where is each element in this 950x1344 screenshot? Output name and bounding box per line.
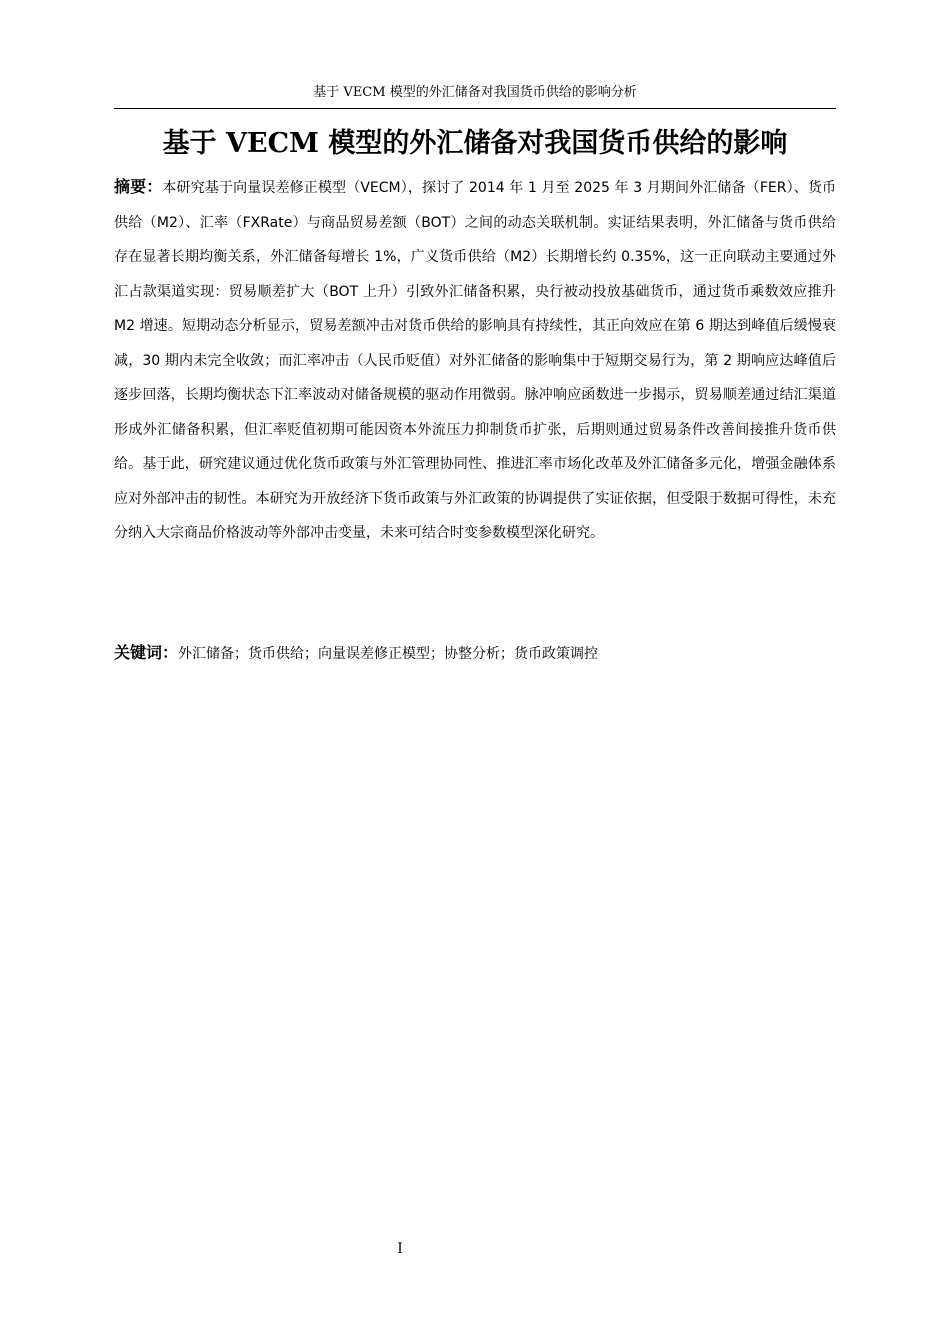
- page-number: I: [397, 1241, 403, 1257]
- paper-title: 基于 VECM 模型的外汇储备对我国货币供给的影响: [162, 128, 788, 159]
- header-rule: [114, 108, 836, 109]
- keywords-text: 外汇储备；货币供给；向量误差修正模型；协整分析；货币政策调控: [178, 646, 599, 662]
- abstract-paragraph: [114, 170, 836, 551]
- abstract-text: 本研究基于向量误差修正模型（VECM），探讨了 2014 年 1 月至 2025 年 3 月期间外汇储备（FER）、货币供给（M2）、汇率（FXRate）与商品贸易差额（BOT）之间的动态关联机制。实证结果表明，外汇储备与货币供给存在显著长期均衡关系，外汇储备每增长 1%，广义货币供给（M2）长期增长约 0.35%，这一正向联动主要通过外汇占款渠道实现：贸易顺差扩大（BOT 上升）引致外汇储备积累，央行被动投放基础货币，通过货币乘数效应推升 M2 增速。短期动态分析显示，贸易差额冲击对货币供给的影响具有持续性，其正向效应在第 6 期达到峰值后缓慢衰减，30 期内未完全收敛；而汇率冲击（人民币贬值）对外汇储备的影响集中于短期交易行为，第 2 期响应达峰值后逐步回落，长期均衡状态下汇率波动对储备规模的驱动作用微弱。脉冲响应函数进一步揭示，贸易顺差通过结汇渠道形成外汇储备积累，但汇率贬值初期可能因资本外流压力抑制货币扩张，后期则通过贸易条件改善间接推升货币供给。基于此，研究建议通过优化货币政策与外汇管理协同性、推进汇率市场化改革及外汇储备多元化，增强金融体系应对外部冲击的韧性。本研究为开放经济下货币政策与外汇政策的协调提供了实证依据，但受限于数据可得性，未充分纳入大宗商品价格波动等外部冲击变量，未来可结合时变参数模型深化研究。: [114, 180, 836, 541]
- running-header: 基于 VECM 模型的外汇储备对我国货币供给的影响分析: [313, 85, 637, 100]
- keywords-paragraph: [114, 636, 836, 671]
- abstract-label: 摘要：: [114, 177, 163, 196]
- keywords-label: 关键词：: [114, 643, 179, 662]
